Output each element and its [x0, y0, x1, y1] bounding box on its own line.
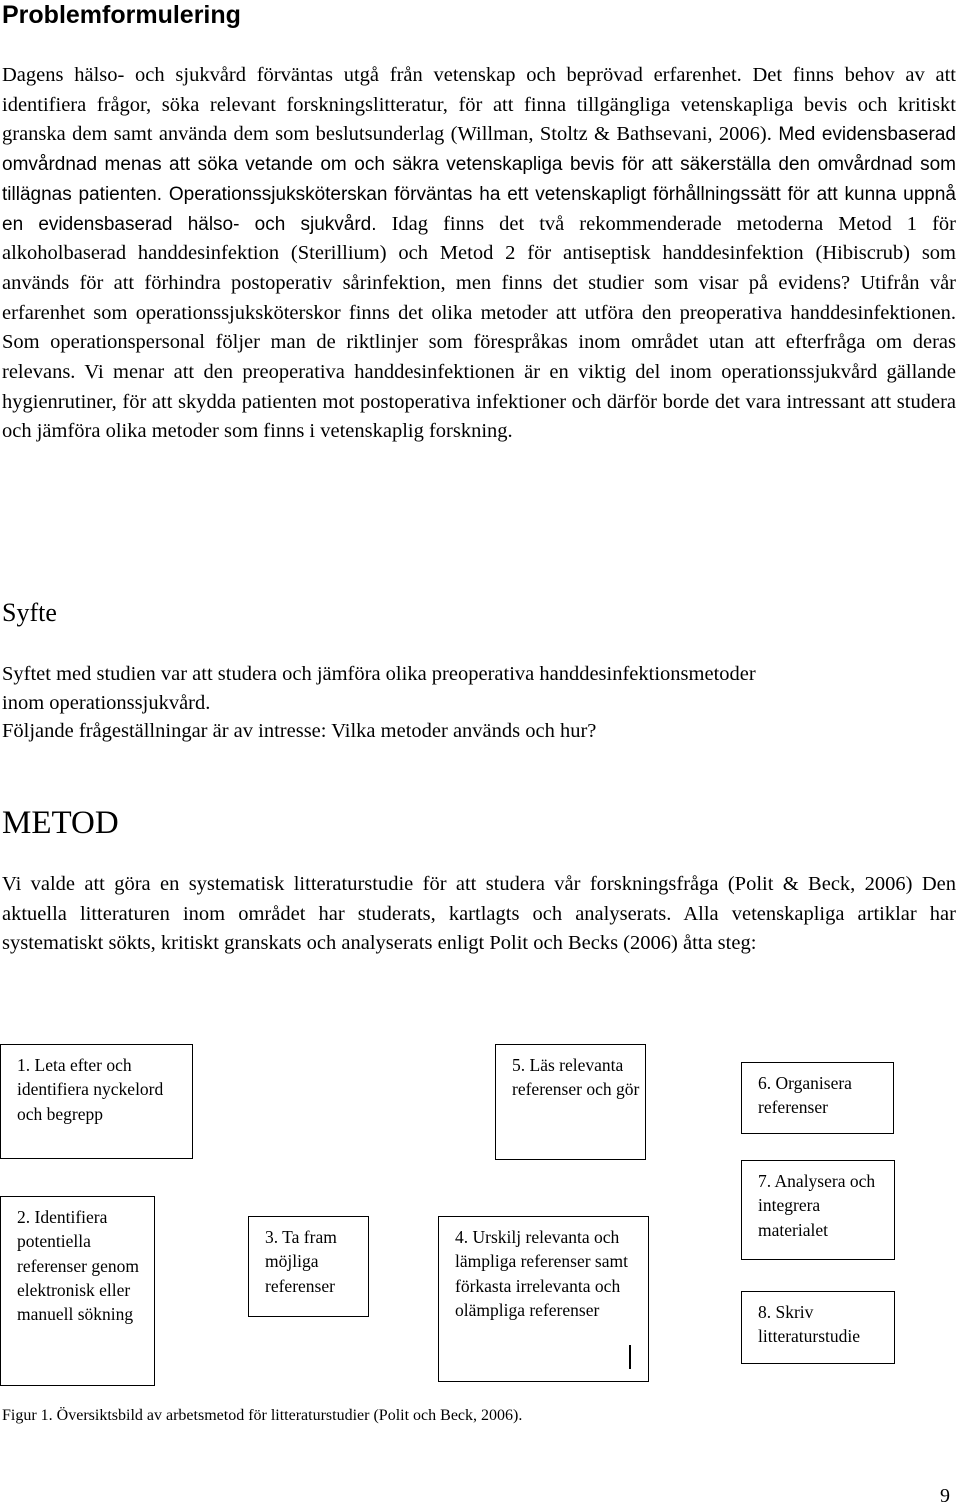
page-number: 9 [940, 1485, 950, 1507]
figure-caption: Figur 1. Översiktsbild av arbetsmetod för litteraturstudier (Polit och Beck, 2006). [2, 1407, 523, 1424]
flow-box-2: 2. Identifiera potentiella referenser genom elektronisk eller manuell sökning [0, 1196, 155, 1386]
syfte-line-3: Följande frågeställningar är av intresse: Vilka metoder används och hur? [2, 720, 597, 742]
paragraph-rest: Idag finns det två rekommenderade metoderna Metod 1 för alkoholbaserad handdesinfektion (Sterillium) och Metod 2 för antiseptisk handdesinfektion (Hibiscrub) som används för att förhindra postoperativ sårinfektion, men finns det studier som visar på evidens? Utifrån vår erfarenhet som operationssjuksköterskor finns det olika metoder att utföra den preoperativa handdesinfektionen. Som operationspersonal följer man de riktlinjer som förespråkas inom området utan att efterfråga om deras relevans. Vi menar att den preoperativa handdesinfektionen är en viktig del inom operationssjukvård gällande hygienrutiner, för att skydda patienten mot postoperativa infektioner och därför borde det vara intressant att studera och jämföra olika metoder som finns i vetenskaplig forskning. [2, 212, 957, 443]
flow-box-1: 1. Leta efter och identifiera nyckelord och begrepp [0, 1044, 193, 1159]
paragraph-problemformulering [2, 61, 956, 447]
text-cursor-mark [629, 1345, 631, 1369]
syfte-line-1: Syftet med studien var att studera och jämföra olika preoperativa handdesinfektionsmetoder [2, 663, 756, 685]
heading-syfte: Syfte [2, 598, 57, 627]
flow-box-3: 3. Ta fram möjliga referenser [248, 1216, 369, 1317]
flow-box-5: 5. Läs relevanta referenser och gör [495, 1044, 646, 1160]
heading-problemformulering: Problemformulering [2, 1, 241, 29]
paragraph-lead: Dagens hälso- och sjukvård förväntas utgå från vetenskap och beprövad erfarenhet. Det finns behov av att identifiera frågor, söka relevant forskningslitteratur, för att finna tillgängliga vetenskapliga bevis och kritiskt granska dem samt använda dem som beslutsunderlag (Willman, Stoltz & Bathsevani, 2006). [2, 64, 956, 146]
heading-metod: METOD [2, 805, 119, 841]
flow-box-7: 7. Analysera och integrera materialet [741, 1160, 895, 1260]
flow-box-8: 8. Skriv litteraturstudie [741, 1291, 895, 1364]
syfte-line-2: inom operationssjukvård. [2, 692, 211, 714]
paragraph-metod: Vi valde att göra en systematisk litteraturstudie för att studera vår forskningsfråga (Polit & Beck, 2006) Den aktuella litteraturen inom området har studerats, kartlagts och analyserats. Alla vetenskapliga artiklar har systematiskt sökts, kritiskt granskats och analyserats enligt Polit och Becks (2006) åtta steg: [2, 873, 956, 955]
flow-box-4: 4. Urskilj relevanta och lämpliga referenser samt förkasta irrelevanta och olämpliga referenser [438, 1216, 649, 1382]
flow-box-6: 6. Organisera referenser [741, 1062, 894, 1134]
paragraph-evidence: Med evidensbaserad omvårdnad menas att söka vetande om och säkra vetenskapliga bevis för att säkerställa den omvårdnad som tillägnas patienten. Operationssjuksköterskan förväntas ha ett vetenskapligt förhållningssätt för att kunna uppnå en evidensbaserad hälso- och sjukvård. [2, 124, 956, 235]
